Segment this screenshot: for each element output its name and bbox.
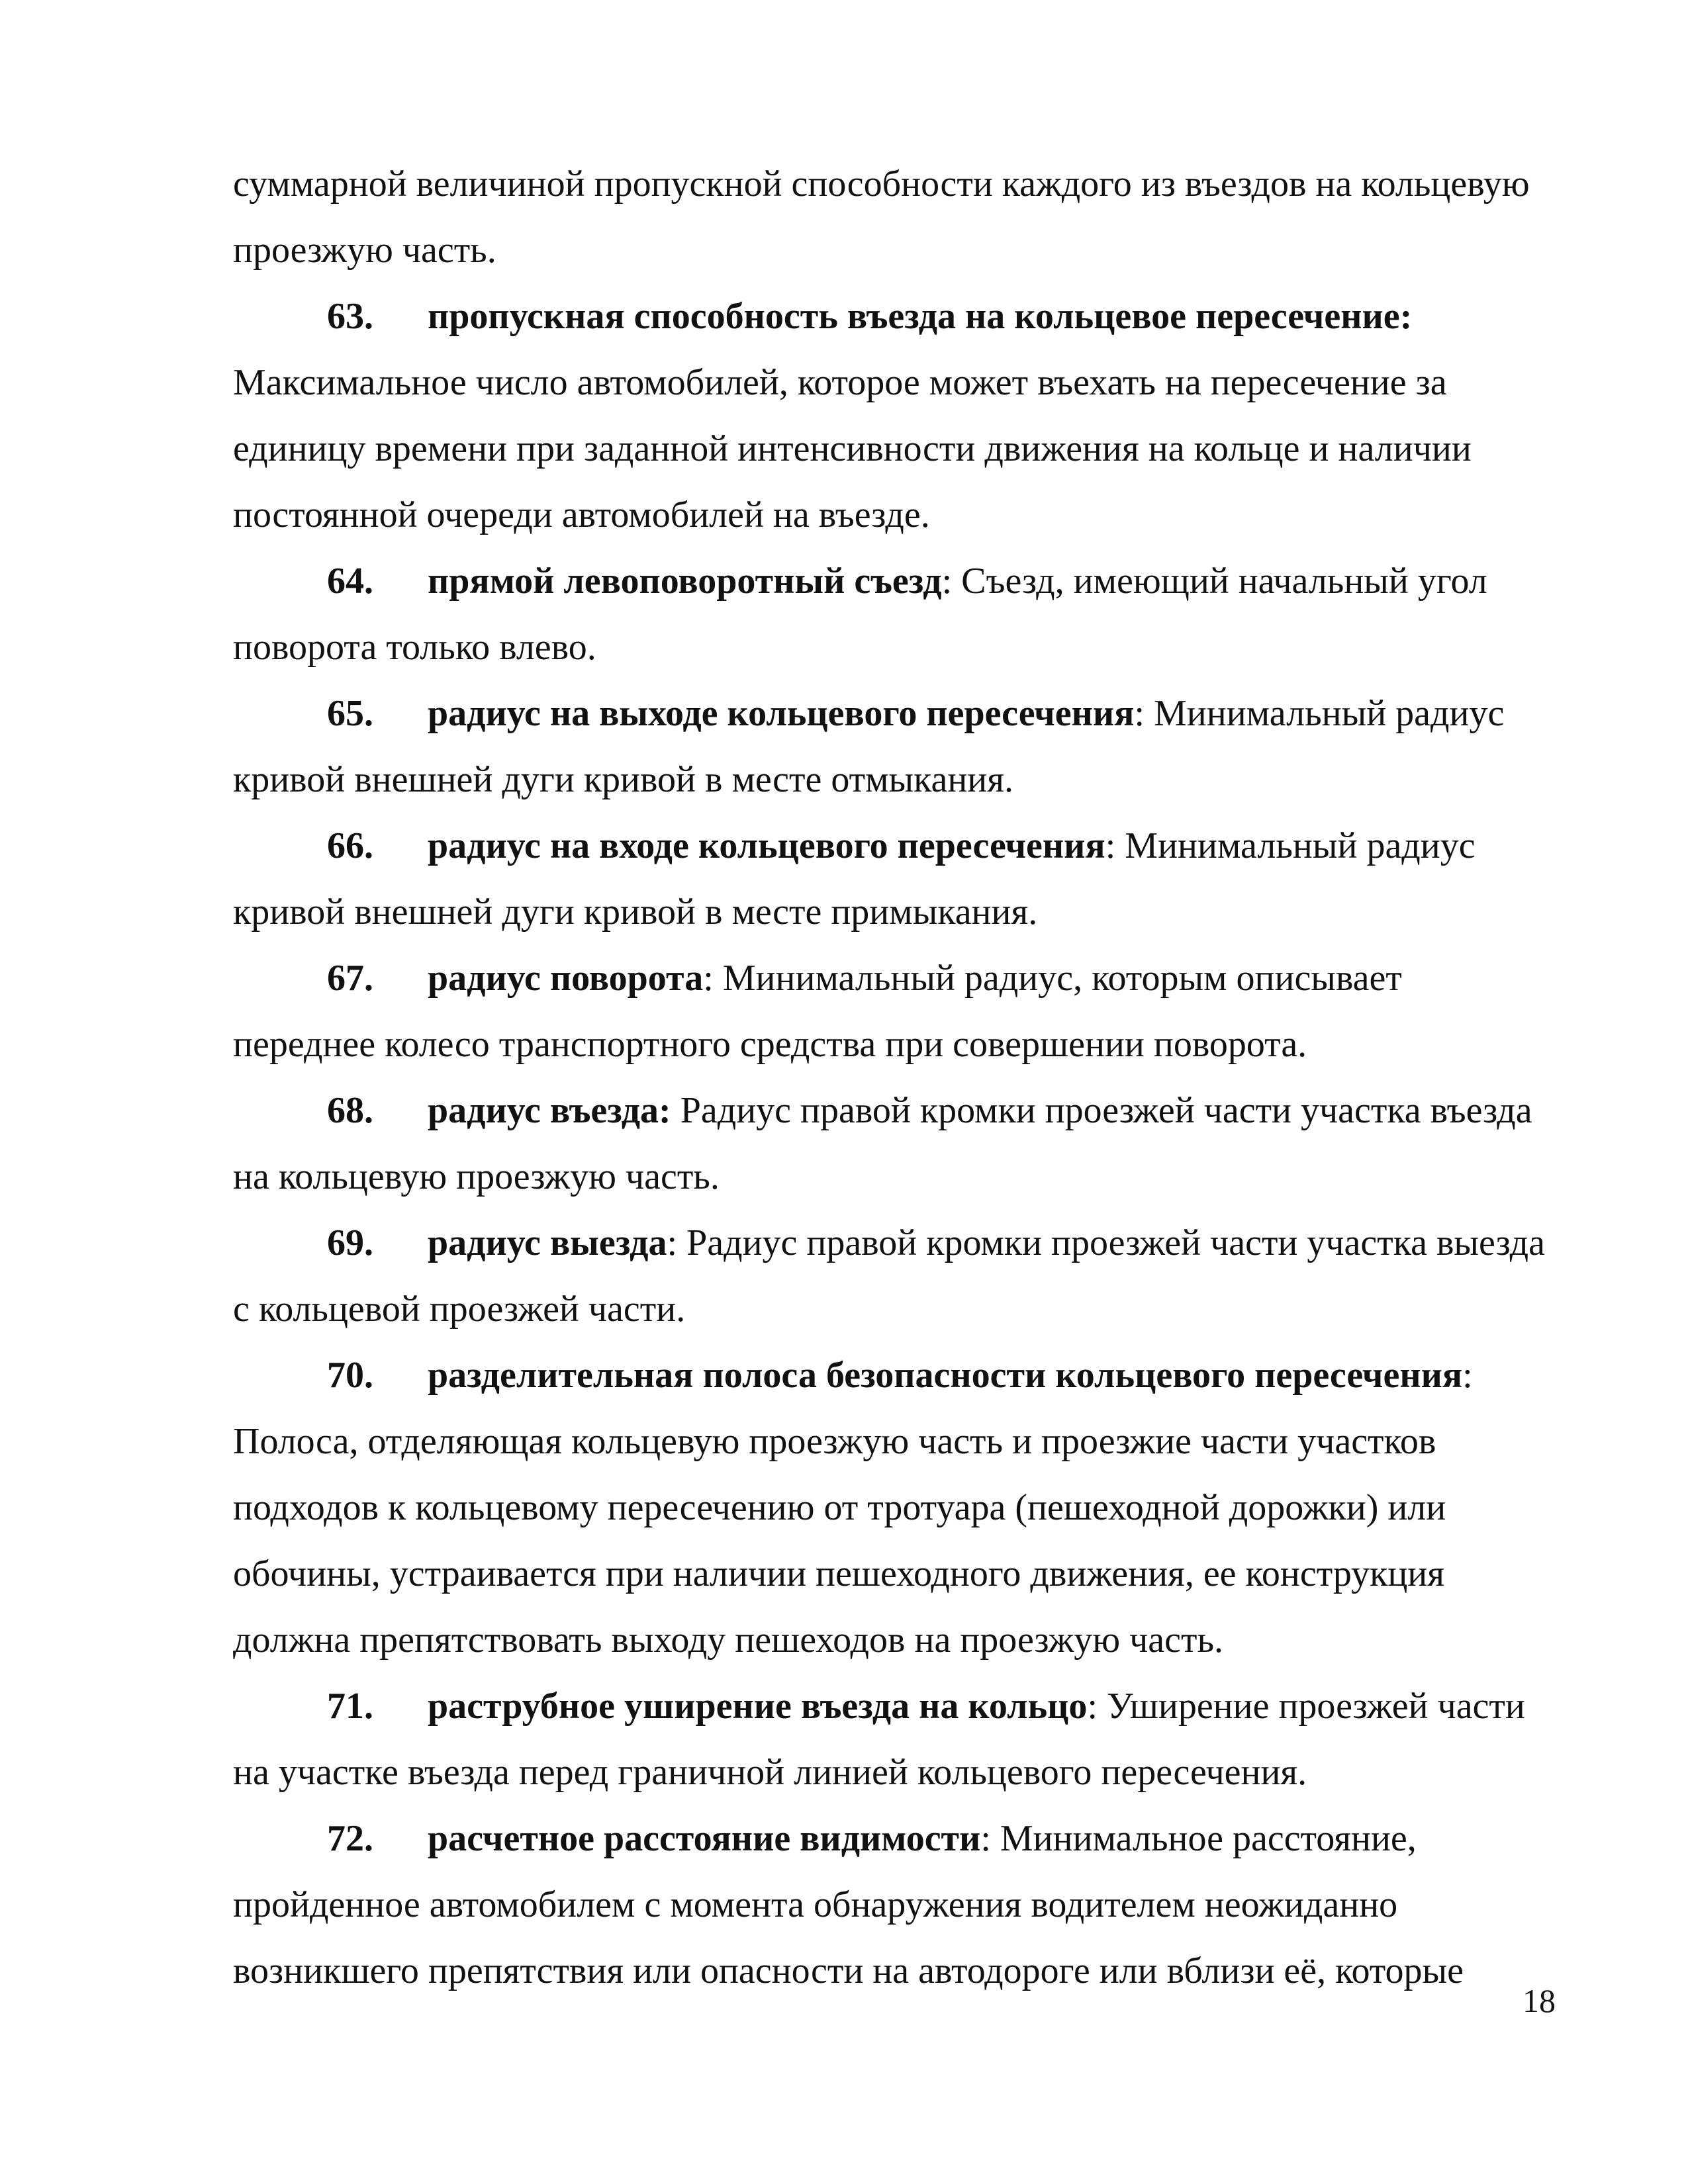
entry-definition: Уширение проезжей части на участке въезда перед граничной линией кольцевого пересечения. (233, 1686, 1525, 1793)
entry-term: раструбное уширение въезда на кольцо (428, 1686, 1088, 1727)
entry-definition: Радиус правой кромки проезжей части участка выезда с кольцевой проезжей части. (233, 1222, 1546, 1330)
definition-entry (233, 1673, 1550, 1805)
entry-term: расчетное расстояние видимости (428, 1818, 981, 1859)
entry-number: 72. (327, 1818, 373, 1859)
page-number: 18 (1523, 1982, 1556, 2019)
entry-separator: : (1462, 1355, 1473, 1396)
entry-number: 70. (327, 1355, 373, 1396)
definition-entry (233, 680, 1550, 813)
entry-separator: : (703, 958, 714, 999)
document-body (233, 151, 1550, 2004)
entry-term: разделительная полоса безопасности кольцевого пересечения (428, 1355, 1463, 1396)
entry-separator: : (980, 1818, 991, 1859)
entry-term: радиус поворота (428, 958, 704, 999)
entry-separator: : (941, 561, 953, 602)
entry-separator: : (667, 1222, 678, 1263)
entry-term: радиус выезда (428, 1222, 667, 1263)
entry-number: 71. (327, 1686, 373, 1727)
definition-entry (233, 813, 1550, 945)
entry-definition: Минимальный радиус кривой внешней дуги кривой в месте отмыкания. (233, 693, 1505, 800)
entry-number: 69. (327, 1222, 373, 1263)
entry-term: радиус въезда: (428, 1090, 671, 1131)
entry-number: 68. (327, 1090, 373, 1131)
entry-term: радиус на выходе кольцевого пересечения (428, 693, 1135, 734)
entry-definition: Минимальный радиус, которым описывает переднее колесо транспортного средства при совершении поворота. (233, 958, 1402, 1065)
entry-definition: Съезд, имеющий начальный угол поворота только влево. (233, 561, 1487, 668)
definition-entry (233, 548, 1550, 680)
entry-term: пропускная способность въезда на кольцевое пересечение: (428, 296, 1413, 337)
entry-number: 65. (327, 693, 373, 734)
definition-entry (233, 945, 1550, 1077)
definition-entry (233, 1077, 1550, 1210)
entry-definition: Минимальное расстояние, пройденное автомобилем с момента обнаружения водителем неожиданно возникшего препятствия или опасности на автодороге или вблизи её, которые (233, 1818, 1464, 1991)
entry-separator: : (1087, 1686, 1098, 1727)
entry-definition: Максимальное число автомобилей, которое может въехать на пересечение за единицу времени при заданной интенсивности движения на кольце и наличии постоянной очереди автомобилей на въезде. (233, 362, 1472, 535)
intro-paragraph: суммарной величиной пропускной способности каждого из въездов на кольцевую проезжую часть. (233, 163, 1530, 271)
definition-entry (233, 1805, 1550, 2004)
entry-number: 66. (327, 825, 373, 866)
definition-entry (233, 283, 1550, 548)
definition-entry (233, 1210, 1550, 1342)
entry-definition: Радиус правой кромки проезжей части участка въезда на кольцевую проезжую часть. (233, 1090, 1532, 1197)
entry-number: 67. (327, 958, 373, 999)
entry-term: прямой левоповоротный съезд (428, 561, 942, 602)
entry-number: 63. (327, 296, 373, 337)
definition-entry (233, 1342, 1550, 1673)
entry-number: 64. (327, 561, 373, 602)
entry-separator: : (1134, 693, 1145, 734)
entry-separator: : (1105, 825, 1116, 866)
entry-definition: Полоса, отделяющая кольцевую проезжую часть и проезжие части участков подходов к кольцевому пересечению от тротуара (пешеходной дорожки) или обочины, устраивается при наличии пешеходного движения, ее конструкция должна препятствовать выходу пешеходов на проезжую часть. (233, 1421, 1446, 1661)
entry-term: радиус на входе кольцевого пересечения (428, 825, 1105, 866)
entry-definition: Минимальный радиус кривой внешней дуги кривой в месте примыкания. (233, 825, 1476, 933)
